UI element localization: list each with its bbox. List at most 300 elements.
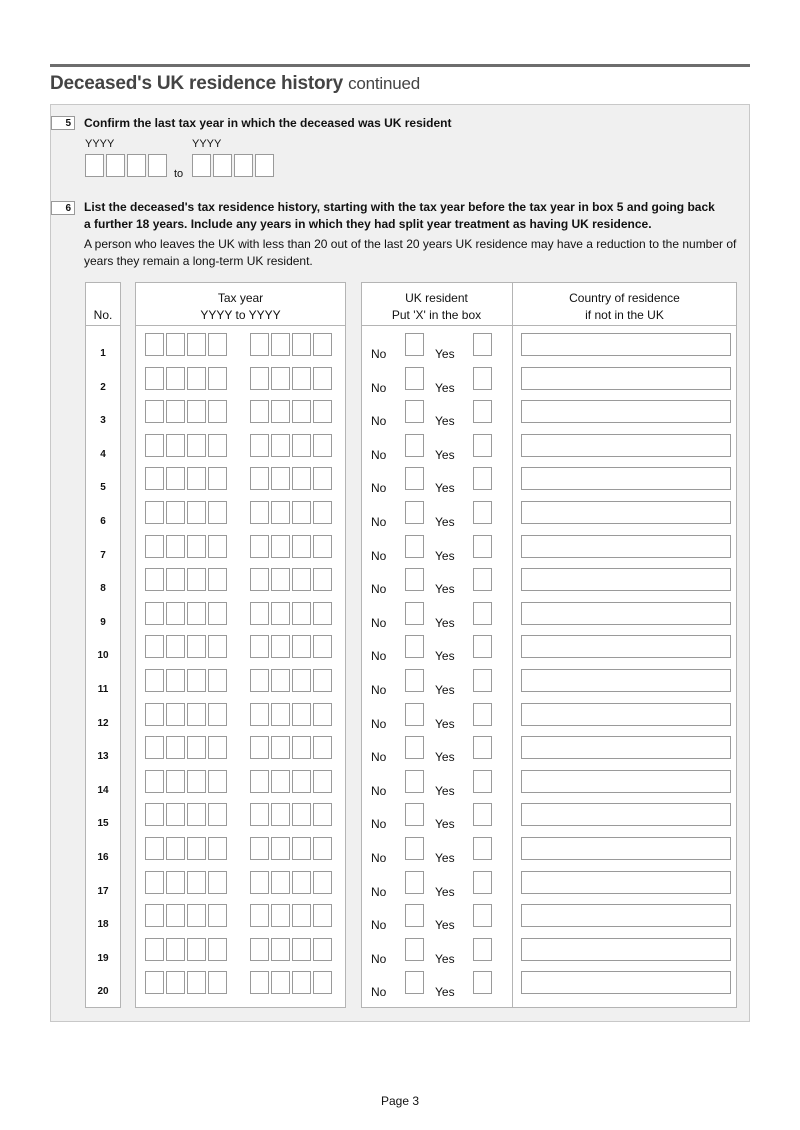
tax-year-digit-5[interactable] [250, 770, 269, 793]
tax-year-digit-3[interactable] [187, 938, 206, 961]
tax-year-digit-2[interactable] [166, 467, 185, 490]
row-number: 11 [97, 684, 109, 695]
no-label: No [371, 717, 387, 731]
tax-year-digit-8[interactable] [313, 871, 332, 894]
tax-year-digit-1[interactable] [145, 400, 164, 423]
no-checkbox[interactable] [405, 736, 424, 759]
tax-year-digit-3[interactable] [187, 803, 206, 826]
tax-year-digit-5[interactable] [250, 535, 269, 558]
from-year-digit-2[interactable] [106, 154, 125, 177]
tax-year-digit-5[interactable] [250, 400, 269, 423]
yes-label: Yes [435, 582, 455, 596]
column-header-tax-year: Tax year [217, 291, 264, 305]
from-year-digit-4[interactable] [148, 154, 167, 177]
no-label: No [371, 616, 387, 630]
yes-label: Yes [435, 717, 455, 731]
from-year-digit-1[interactable] [85, 154, 104, 177]
page-number: Page 3 [380, 1094, 420, 1108]
tax-year-digit-7[interactable] [292, 367, 311, 390]
no-checkbox[interactable] [405, 971, 424, 994]
tax-year-digit-4[interactable] [208, 736, 227, 759]
tax-year-digit-4[interactable] [208, 669, 227, 692]
column-divider [512, 282, 513, 1008]
tax-year-digit-3[interactable] [187, 904, 206, 927]
tax-year-digit-6[interactable] [271, 736, 290, 759]
tax-year-digit-7[interactable] [292, 333, 311, 356]
row-number: 7 [100, 550, 106, 561]
tax-year-digit-8[interactable] [313, 938, 332, 961]
row-number: 16 [97, 852, 109, 863]
tax-year-digit-7[interactable] [292, 568, 311, 591]
column-header-no: No. [93, 308, 113, 322]
tax-year-digit-8[interactable] [313, 602, 332, 625]
tax-year-digit-2[interactable] [166, 635, 185, 658]
no-checkbox[interactable] [405, 871, 424, 894]
tax-year-digit-1[interactable] [145, 770, 164, 793]
tax-year-digit-3[interactable] [187, 971, 206, 994]
tax-year-digit-7[interactable] [292, 971, 311, 994]
yes-label: Yes [435, 952, 455, 966]
no-label: No [371, 750, 387, 764]
tax-year-digit-2[interactable] [166, 434, 185, 457]
tax-year-digit-2[interactable] [166, 333, 185, 356]
tax-year-digit-2[interactable] [166, 736, 185, 759]
tax-year-digit-6[interactable] [271, 904, 290, 927]
tax-year-digit-7[interactable] [292, 669, 311, 692]
tax-year-digit-6[interactable] [271, 703, 290, 726]
tax-year-digit-6[interactable] [271, 367, 290, 390]
tax-year-digit-8[interactable] [313, 837, 332, 860]
tax-year-digit-4[interactable] [208, 434, 227, 457]
tax-year-digit-3[interactable] [187, 568, 206, 591]
column-header-uk-resident: UK resident [405, 291, 468, 305]
tax-year-digit-6[interactable] [271, 837, 290, 860]
tax-year-digit-8[interactable] [313, 669, 332, 692]
tax-year-digit-5[interactable] [250, 367, 269, 390]
tax-year-digit-2[interactable] [166, 501, 185, 524]
yes-checkbox[interactable] [473, 669, 492, 692]
tax-year-digit-1[interactable] [145, 904, 164, 927]
no-checkbox[interactable] [405, 434, 424, 457]
tax-year-digit-6[interactable] [271, 434, 290, 457]
column-header-tax-year-format: YYYY to YYYY [200, 308, 281, 322]
tax-year-digit-6[interactable] [271, 467, 290, 490]
question-6-note-line1: A person who leaves the UK with less than 20 out of the last 20 years UK residence may have a reduction to the number of [84, 237, 737, 251]
header-rule [50, 64, 750, 67]
tax-year-digit-2[interactable] [166, 904, 185, 927]
tax-year-digit-6[interactable] [271, 602, 290, 625]
tax-year-digit-1[interactable] [145, 703, 164, 726]
yes-label: Yes [435, 750, 455, 764]
question-6-text-line1: List the deceased's tax residence history, starting with the tax year before the tax year in box 5 and going back [84, 200, 715, 214]
yes-checkbox[interactable] [473, 904, 492, 927]
tax-year-digit-8[interactable] [313, 367, 332, 390]
question-6-note-line2: years they remain a long-term UK resident. [84, 254, 313, 268]
tax-year-digit-6[interactable] [271, 400, 290, 423]
country-input[interactable] [521, 837, 731, 860]
yes-label: Yes [435, 616, 455, 630]
yes-checkbox[interactable] [473, 938, 492, 961]
tax-year-digit-7[interactable] [292, 434, 311, 457]
tax-year-digit-8[interactable] [313, 535, 332, 558]
no-checkbox[interactable] [405, 904, 424, 927]
tax-year-digit-1[interactable] [145, 367, 164, 390]
tax-year-digit-8[interactable] [313, 736, 332, 759]
country-input[interactable] [521, 568, 731, 591]
tax-year-digit-3[interactable] [187, 501, 206, 524]
tax-year-digit-1[interactable] [145, 535, 164, 558]
tax-year-digit-3[interactable] [187, 635, 206, 658]
to-year-label: YYYY [192, 138, 222, 150]
tax-year-digit-5[interactable] [250, 971, 269, 994]
no-checkbox[interactable] [405, 568, 424, 591]
country-input[interactable] [521, 904, 731, 927]
tax-year-digit-5[interactable] [250, 904, 269, 927]
from-year-label: YYYY [85, 138, 115, 150]
tax-year-digit-5[interactable] [250, 467, 269, 490]
tax-year-digit-8[interactable] [313, 703, 332, 726]
tax-year-digit-4[interactable] [208, 467, 227, 490]
yes-label: Yes [435, 414, 455, 428]
tax-year-digit-2[interactable] [166, 535, 185, 558]
tax-year-digit-3[interactable] [187, 871, 206, 894]
yes-checkbox[interactable] [473, 703, 492, 726]
tax-year-digit-5[interactable] [250, 434, 269, 457]
tax-year-digit-6[interactable] [271, 971, 290, 994]
yes-label: Yes [435, 851, 455, 865]
row-number: 1 [100, 348, 106, 359]
tax-year-digit-4[interactable] [208, 803, 227, 826]
no-checkbox[interactable] [405, 400, 424, 423]
no-checkbox[interactable] [405, 770, 424, 793]
yes-label: Yes [435, 817, 455, 831]
tax-year-digit-4[interactable] [208, 904, 227, 927]
tax-year-digit-6[interactable] [271, 535, 290, 558]
no-label: No [371, 649, 387, 663]
tax-year-digit-2[interactable] [166, 837, 185, 860]
tax-year-digit-6[interactable] [271, 669, 290, 692]
no-label: No [371, 985, 387, 999]
tax-year-digit-7[interactable] [292, 535, 311, 558]
tax-year-digit-8[interactable] [313, 501, 332, 524]
tax-year-digit-5[interactable] [250, 871, 269, 894]
no-label: No [371, 347, 387, 361]
no-label: No [371, 481, 387, 495]
tax-year-digit-5[interactable] [250, 602, 269, 625]
tax-year-digit-2[interactable] [166, 400, 185, 423]
yes-checkbox[interactable] [473, 434, 492, 457]
no-checkbox[interactable] [405, 535, 424, 558]
tax-year-digit-8[interactable] [313, 467, 332, 490]
tax-year-digit-3[interactable] [187, 837, 206, 860]
no-label: No [371, 549, 387, 563]
tax-year-digit-7[interactable] [292, 501, 311, 524]
yes-label: Yes [435, 481, 455, 495]
header-divider [135, 325, 346, 326]
tax-year-digit-1[interactable] [145, 971, 164, 994]
tax-year-digit-5[interactable] [250, 938, 269, 961]
no-checkbox[interactable] [405, 635, 424, 658]
country-input[interactable] [521, 703, 731, 726]
tax-year-digit-1[interactable] [145, 837, 164, 860]
tax-year-digit-2[interactable] [166, 803, 185, 826]
yes-checkbox[interactable] [473, 367, 492, 390]
no-label: No [371, 683, 387, 697]
tax-year-digit-7[interactable] [292, 938, 311, 961]
yes-checkbox[interactable] [473, 736, 492, 759]
title-text: Deceased's UK residence history [50, 73, 343, 94]
tax-year-digit-8[interactable] [313, 971, 332, 994]
no-checkbox[interactable] [405, 501, 424, 524]
yes-checkbox[interactable] [473, 568, 492, 591]
tax-year-digit-3[interactable] [187, 333, 206, 356]
yes-checkbox[interactable] [473, 837, 492, 860]
yes-label: Yes [435, 683, 455, 697]
to-year-digit-2[interactable] [213, 154, 232, 177]
yes-label: Yes [435, 985, 455, 999]
tax-year-digit-6[interactable] [271, 938, 290, 961]
country-input[interactable] [521, 501, 731, 524]
question-5-number: 5 [51, 116, 75, 130]
tax-year-digit-3[interactable] [187, 400, 206, 423]
tax-year-digit-6[interactable] [271, 770, 290, 793]
country-input[interactable] [521, 535, 731, 558]
column-header-uk-resident-instruction: Put 'X' in the box [391, 308, 482, 322]
to-year-digit-4[interactable] [255, 154, 274, 177]
no-checkbox[interactable] [405, 837, 424, 860]
no-label: No [371, 817, 387, 831]
column-header-country: Country of residence [569, 291, 680, 305]
country-input[interactable] [521, 400, 731, 423]
no-checkbox[interactable] [405, 467, 424, 490]
tax-year-digit-1[interactable] [145, 635, 164, 658]
yes-label: Yes [435, 549, 455, 563]
tax-year-digit-8[interactable] [313, 904, 332, 927]
row-number: 5 [100, 482, 106, 493]
question-6-text-line2: a further 18 years. Include any years in which they had split year treatment as having UK residence. [84, 217, 652, 231]
row-number: 2 [100, 382, 106, 393]
tax-year-digit-5[interactable] [250, 333, 269, 356]
no-label: No [371, 515, 387, 529]
tax-year-digit-7[interactable] [292, 467, 311, 490]
tax-year-digit-7[interactable] [292, 904, 311, 927]
tax-year-digit-3[interactable] [187, 535, 206, 558]
country-input[interactable] [521, 635, 731, 658]
yes-checkbox[interactable] [473, 400, 492, 423]
tax-year-digit-3[interactable] [187, 602, 206, 625]
tax-year-digit-4[interactable] [208, 938, 227, 961]
tax-year-digit-1[interactable] [145, 501, 164, 524]
yes-checkbox[interactable] [473, 501, 492, 524]
tax-year-digit-1[interactable] [145, 938, 164, 961]
tax-year-digit-1[interactable] [145, 602, 164, 625]
page-title [50, 73, 420, 95]
country-input[interactable] [521, 803, 731, 826]
row-number: 9 [100, 617, 106, 628]
tax-year-digit-4[interactable] [208, 703, 227, 726]
tax-year-digit-4[interactable] [208, 837, 227, 860]
yes-label: Yes [435, 784, 455, 798]
tax-year-digit-3[interactable] [187, 736, 206, 759]
tax-year-digit-1[interactable] [145, 434, 164, 457]
tax-year-digit-2[interactable] [166, 568, 185, 591]
yes-checkbox[interactable] [473, 535, 492, 558]
row-number: 12 [97, 718, 109, 729]
yes-checkbox[interactable] [473, 770, 492, 793]
no-label: No [371, 582, 387, 596]
tax-year-digit-4[interactable] [208, 501, 227, 524]
tax-year-digit-4[interactable] [208, 770, 227, 793]
country-input[interactable] [521, 938, 731, 961]
no-checkbox[interactable] [405, 703, 424, 726]
question-6-number: 6 [51, 201, 75, 215]
tax-year-digit-2[interactable] [166, 971, 185, 994]
tax-year-digit-6[interactable] [271, 333, 290, 356]
tax-year-digit-1[interactable] [145, 568, 164, 591]
tax-year-digit-2[interactable] [166, 669, 185, 692]
tax-year-digit-5[interactable] [250, 837, 269, 860]
row-number: 6 [100, 516, 106, 527]
row-number: 8 [100, 583, 106, 594]
tax-year-digit-7[interactable] [292, 736, 311, 759]
country-input[interactable] [521, 367, 731, 390]
row-number: 10 [97, 650, 109, 661]
tax-year-digit-7[interactable] [292, 703, 311, 726]
tax-year-digit-5[interactable] [250, 635, 269, 658]
tax-year-digit-8[interactable] [313, 568, 332, 591]
tax-year-digit-2[interactable] [166, 938, 185, 961]
tax-year-digit-7[interactable] [292, 602, 311, 625]
tax-year-digit-2[interactable] [166, 367, 185, 390]
tax-year-digit-3[interactable] [187, 467, 206, 490]
tax-year-digit-4[interactable] [208, 367, 227, 390]
tax-year-digit-3[interactable] [187, 669, 206, 692]
no-label: No [371, 952, 387, 966]
question-5-text: Confirm the last tax year in which the deceased was UK resident [84, 116, 452, 130]
no-checkbox[interactable] [405, 803, 424, 826]
tax-year-digit-8[interactable] [313, 770, 332, 793]
from-year-digit-3[interactable] [127, 154, 146, 177]
tax-year-digit-4[interactable] [208, 602, 227, 625]
yes-label: Yes [435, 347, 455, 361]
no-label: No [371, 784, 387, 798]
tax-year-digit-4[interactable] [208, 871, 227, 894]
yes-checkbox[interactable] [473, 803, 492, 826]
to-year-digit-1[interactable] [192, 154, 211, 177]
tax-year-digit-3[interactable] [187, 770, 206, 793]
to-word: to [174, 168, 184, 180]
tax-year-digit-7[interactable] [292, 871, 311, 894]
yes-checkbox[interactable] [473, 871, 492, 894]
tax-year-digit-6[interactable] [271, 871, 290, 894]
country-input[interactable] [521, 736, 731, 759]
yes-checkbox[interactable] [473, 602, 492, 625]
tax-year-digit-4[interactable] [208, 535, 227, 558]
header-divider [85, 325, 121, 326]
tax-year-digit-4[interactable] [208, 568, 227, 591]
tax-year-digit-5[interactable] [250, 669, 269, 692]
tax-year-digit-3[interactable] [187, 434, 206, 457]
tax-year-digit-7[interactable] [292, 837, 311, 860]
no-checkbox[interactable] [405, 938, 424, 961]
tax-year-digit-8[interactable] [313, 333, 332, 356]
no-checkbox[interactable] [405, 367, 424, 390]
tax-year-digit-4[interactable] [208, 971, 227, 994]
tax-year-digit-2[interactable] [166, 871, 185, 894]
no-checkbox[interactable] [405, 669, 424, 692]
tax-year-digit-2[interactable] [166, 602, 185, 625]
tax-year-digit-1[interactable] [145, 803, 164, 826]
tax-year-digit-4[interactable] [208, 333, 227, 356]
tax-year-digit-6[interactable] [271, 803, 290, 826]
yes-checkbox[interactable] [473, 635, 492, 658]
tax-year-digit-1[interactable] [145, 669, 164, 692]
tax-year-digit-1[interactable] [145, 467, 164, 490]
tax-year-digit-7[interactable] [292, 770, 311, 793]
country-input[interactable] [521, 770, 731, 793]
tax-year-digit-8[interactable] [313, 635, 332, 658]
header-divider [361, 325, 737, 326]
tax-year-digit-8[interactable] [313, 803, 332, 826]
tax-year-digit-7[interactable] [292, 635, 311, 658]
tax-year-digit-5[interactable] [250, 568, 269, 591]
row-number: 18 [97, 919, 109, 930]
no-label: No [371, 414, 387, 428]
no-checkbox[interactable] [405, 333, 424, 356]
tax-year-digit-4[interactable] [208, 400, 227, 423]
tax-year-digit-7[interactable] [292, 400, 311, 423]
yes-checkbox[interactable] [473, 467, 492, 490]
tax-year-digit-4[interactable] [208, 635, 227, 658]
tax-year-digit-5[interactable] [250, 501, 269, 524]
country-input[interactable] [521, 602, 731, 625]
country-input[interactable] [521, 971, 731, 994]
tax-year-digit-5[interactable] [250, 803, 269, 826]
tax-year-digit-1[interactable] [145, 871, 164, 894]
country-input[interactable] [521, 871, 731, 894]
tax-year-digit-3[interactable] [187, 367, 206, 390]
yes-label: Yes [435, 918, 455, 932]
row-number: 3 [100, 415, 106, 426]
tax-year-digit-5[interactable] [250, 703, 269, 726]
yes-label: Yes [435, 649, 455, 663]
row-number: 4 [100, 449, 106, 460]
country-input[interactable] [521, 669, 731, 692]
tax-year-digit-3[interactable] [187, 703, 206, 726]
country-input[interactable] [521, 434, 731, 457]
tax-year-digit-2[interactable] [166, 770, 185, 793]
no-checkbox[interactable] [405, 602, 424, 625]
tax-year-digit-7[interactable] [292, 803, 311, 826]
yes-label: Yes [435, 515, 455, 529]
no-label: No [371, 448, 387, 462]
tax-year-digit-6[interactable] [271, 635, 290, 658]
tax-year-digit-1[interactable] [145, 736, 164, 759]
yes-checkbox[interactable] [473, 971, 492, 994]
tax-year-digit-1[interactable] [145, 333, 164, 356]
country-input[interactable] [521, 333, 731, 356]
tax-year-digit-2[interactable] [166, 703, 185, 726]
tax-year-digit-6[interactable] [271, 568, 290, 591]
tax-year-digit-8[interactable] [313, 434, 332, 457]
yes-checkbox[interactable] [473, 333, 492, 356]
no-label: No [371, 381, 387, 395]
tax-year-digit-6[interactable] [271, 501, 290, 524]
tax-year-digit-5[interactable] [250, 736, 269, 759]
country-input[interactable] [521, 467, 731, 490]
tax-year-digit-8[interactable] [313, 400, 332, 423]
to-year-digit-3[interactable] [234, 154, 253, 177]
